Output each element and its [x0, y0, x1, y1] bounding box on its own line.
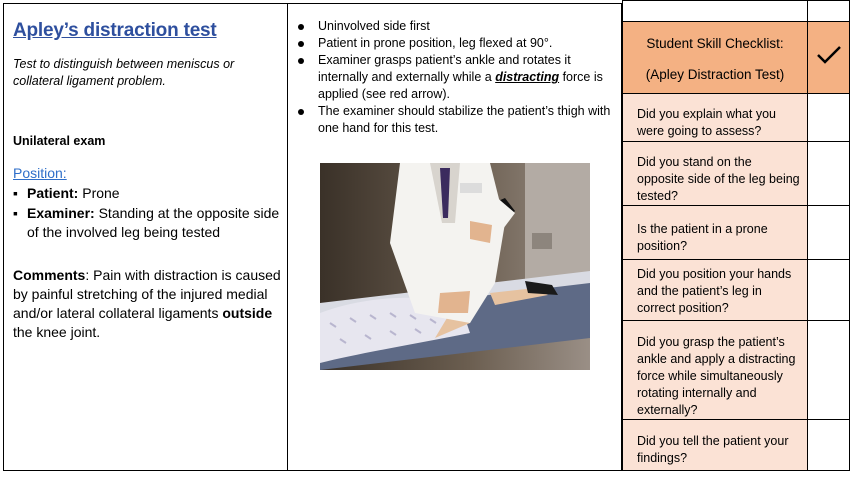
- position-label: Patient:: [27, 185, 79, 201]
- comments-text-end: the knee joint.: [13, 324, 101, 340]
- position-item-examiner: [13, 204, 281, 243]
- checklist-checkbox[interactable]: [807, 205, 850, 260]
- checklist-item-text: Did you grasp the patient’s ankle and apply a distracting force while simultaneously rotating internally and externally?: [637, 335, 796, 417]
- checklist-header-check-cell: [807, 21, 850, 94]
- checklist-item-text: Did you position your hands and the patient’s leg in correct position?: [637, 267, 792, 315]
- bullet-dot-icon: [298, 41, 304, 47]
- position-label: Examiner:: [27, 204, 95, 221]
- checklist-item-text: Is the patient in a prone position?: [637, 222, 768, 253]
- checklist-item-text: Did you stand on the opposite side of the leg being tested?: [637, 155, 800, 203]
- comments-text: : Pain with distraction is caused by painful stretching of the injured medial and/or lateral collateral ligaments: [13, 267, 281, 321]
- step-item: [294, 103, 612, 137]
- position-list: [13, 184, 281, 243]
- position-heading: Position:: [13, 165, 67, 181]
- procedure-description-panel: [3, 3, 288, 471]
- checklist-header-title: Student Skill Checklist:: [646, 36, 784, 51]
- checklist-item: [622, 93, 808, 142]
- checkmark-icon: [816, 44, 842, 66]
- step-text: Examiner grasps patient’s ankle and rotates it internally and externally while a: [318, 53, 571, 84]
- checklist-checkbox[interactable]: [807, 93, 850, 142]
- square-bullet-icon: ▪: [13, 204, 18, 221]
- step-text-end: force is applied (see red arrow).: [318, 70, 603, 101]
- apley-test-photo: [320, 163, 590, 370]
- square-bullet-icon: ▪: [13, 185, 18, 201]
- checklist-checkbox[interactable]: [807, 141, 850, 206]
- checklist-item: [622, 259, 808, 321]
- checklist-top-spacer: [622, 0, 808, 22]
- bullet-dot-icon: [298, 58, 304, 64]
- step-text: Patient in prone position, leg flexed at 90°.: [318, 36, 553, 50]
- exam-type: Unilateral exam: [13, 134, 106, 148]
- step-text: The examiner should stabilize the patient’s thigh with one hand for this test.: [318, 104, 611, 135]
- position-item-patient: [13, 184, 281, 204]
- skill-checklist: [622, 0, 850, 471]
- comments-paragraph: [13, 266, 283, 342]
- test-title: Apley’s distraction test: [13, 20, 217, 41]
- step-item: [294, 52, 612, 103]
- checklist-item: [622, 205, 808, 260]
- test-purpose: Test to distinguish between meniscus or collateral ligament problem.: [13, 57, 235, 88]
- step-text: Uninvolved side first: [318, 19, 430, 33]
- step-item: [294, 35, 612, 52]
- checklist-header-subtitle: (Apley Distraction Test): [645, 67, 785, 82]
- step-emphasis: distracting: [495, 70, 560, 84]
- checklist-item: [622, 141, 808, 206]
- checklist-item: [622, 320, 808, 420]
- photo-illustration: [320, 163, 590, 370]
- checklist-item: [622, 419, 808, 471]
- checklist-item-text: Did you tell the patient your findings?: [637, 434, 789, 465]
- comments-label: Comments: [13, 267, 86, 283]
- checklist-top-spacer-right: [807, 0, 850, 22]
- comments-emphasis: outside: [222, 305, 273, 321]
- checklist-header: [622, 21, 808, 94]
- position-text: Prone: [78, 185, 120, 201]
- checklist-checkbox[interactable]: [807, 419, 850, 471]
- checklist-item-text: Did you explain what you were going to assess?: [637, 107, 776, 138]
- position-text: Standing at the opposite side of the involved leg being tested: [27, 204, 280, 240]
- steps-list: [294, 18, 612, 137]
- bullet-dot-icon: [298, 109, 304, 115]
- bullet-dot-icon: [298, 24, 304, 30]
- step-item: [294, 18, 612, 35]
- checklist-checkbox[interactable]: [807, 320, 850, 420]
- checklist-checkbox[interactable]: [807, 259, 850, 321]
